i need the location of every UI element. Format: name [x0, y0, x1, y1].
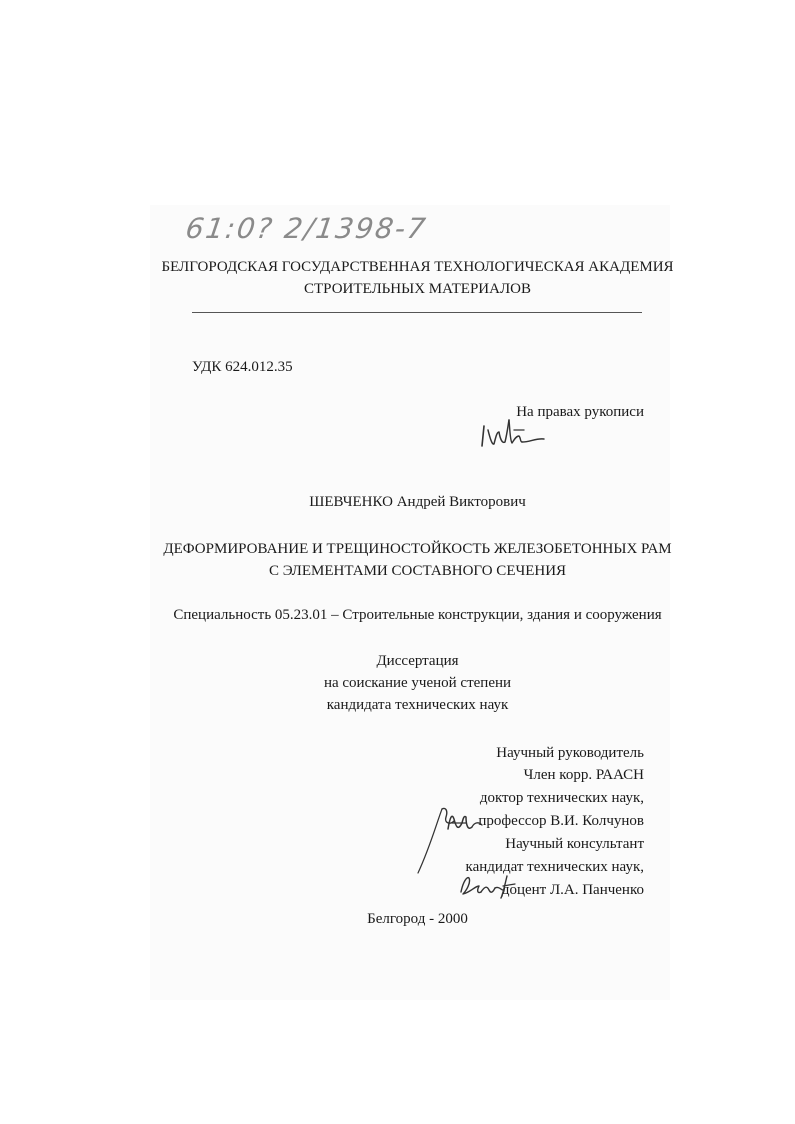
author-signature [478, 418, 550, 450]
consultant-name: доцент Л.А. Панченко [501, 882, 644, 898]
place-and-year: Белгород - 2000 [367, 911, 468, 927]
academy-name-line1: БЕЛГОРОДСКАЯ ГОСУДАРСТВЕННАЯ ТЕХНОЛОГИЧЕСКАЯ АКАДЕМИЯ [161, 259, 674, 275]
manuscript-rights: На правах рукописи [516, 404, 644, 420]
academy-name-line2: СТРОИТЕЛЬНЫХ МАТЕРИАЛОВ [304, 281, 531, 297]
dissertation-title-line1: ДЕФОРМИРОВАНИЕ И ТРЕЩИНОСТОЙКОСТЬ ЖЕЛЕЗОБЕТОННЫХ РАМ [163, 541, 672, 557]
consultant-degree: кандидат технических наук, [465, 859, 644, 875]
advisor-role: Научный руководитель [496, 745, 644, 761]
archive-stamp: 61:0? 2/1398-7 [183, 212, 430, 245]
consultant-signature [455, 872, 525, 900]
advisor-name: профессор В.И. Колчунов [478, 813, 644, 829]
udk-code: УДК 624.012.35 [192, 359, 293, 375]
dissertation-label: Диссертация [376, 653, 459, 669]
degree-purpose: на соискание ученой степени [323, 675, 512, 691]
author-name: ШЕВЧЕНКО Андрей Викторович [309, 494, 526, 510]
consultant-role: Научный консультант [505, 836, 644, 852]
degree-name: кандидата технических наук [326, 697, 509, 713]
advisor-degree: доктор технических наук, [479, 790, 644, 806]
advisor-signature [408, 803, 490, 875]
specialty: Специальность 05.23.01 – Строительные конструкции, здания и сооружения [173, 607, 662, 623]
advisor-membership: Член корр. РААСН [523, 767, 644, 783]
header-divider [192, 312, 642, 313]
dissertation-title-line2: С ЭЛЕМЕНТАМИ СОСТАВНОГО СЕЧЕНИЯ [268, 563, 567, 579]
